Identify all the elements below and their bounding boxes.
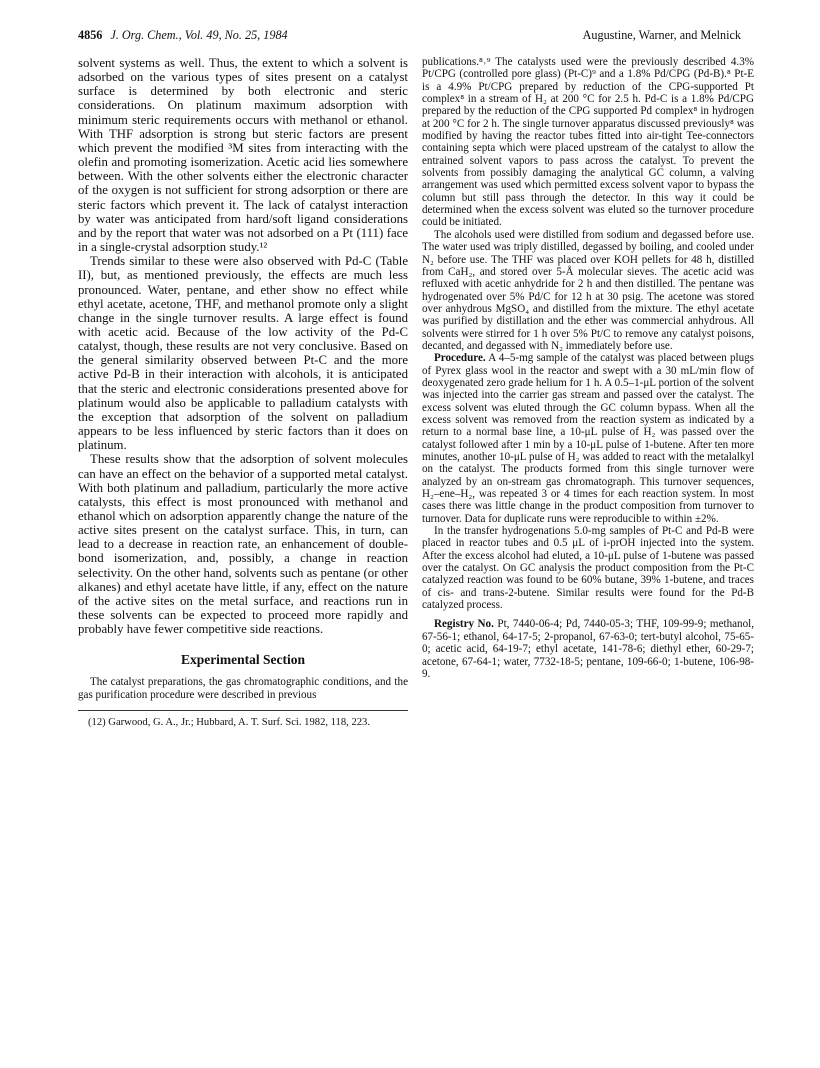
running-authors: Augustine, Warner, and Melnick <box>582 28 741 42</box>
run-in-heading: Procedure. <box>434 352 486 365</box>
page-number: 4856 <box>78 28 103 42</box>
right-column <box>422 56 754 680</box>
footnote: (12) Garwood, G. A., Jr.; Hubbard, A. T. Surf. Sci. 1982, 118, 223. <box>88 717 370 729</box>
body-paragraph: These results show that the adsorption of solvent molecules can have an effect on the behavior of a supported metal catalyst. With both platinum and palladium, particularly the more active catalysts, this effect is most pronounced with methanol and ethanol which on adsorption apparently change the nature of the active sites present on the catalyst surface. This, in turn, can lead to a decrease in reaction rate, an enhancement of double-bond isomerization, and, possibly, a change in reaction selectivity. On the other hand, solvents such as pentane (or other alkanes) and ethyl acetate have little, if any, effect on the nature of the active sites on the metal surface, and reactions run in these solvents can be expected to proceed more rapidly and probably have fewer competitive side reactions. <box>78 452 408 637</box>
paragraph-text: A 4–5-mg sample of the catalyst was placed between plugs of Pyrex glass wool in the reactor and swept with a 30 mL/min flow of deoxygenated zero grade helium for 1 h. A 0.5–1-μL portion of the solvent was injected into the carrier gas stream and passed over the catalyst. The excess solvent was eluted through the GC column bypass. When all the excess solvent was removed from the reaction system as indicated by a return to a normal base line, a 10-μL pulse of H₂ was passed over the catalyst followed after 1 min by a 10-μL pulse of 1-butene. After ten more minutes, another 10-μL pulse of H₂ was added to react with the metalalkyl on the catalyst. The products formed from this single turnover were analyzed by an on-stream gas chromatograph. This turnover sequences, H₂–ene–H₂, was repeated 3 or 4 times for each reaction system. In most cases there was little change in the product composition from turnover to turnover. Data for duplicate runs were reproducible to within ±2%. <box>422 352 754 525</box>
procedure-paragraph <box>422 352 754 525</box>
run-in-heading: Registry No. <box>434 618 494 631</box>
paragraph-text: Pt, 7440-06-4; Pd, 7440-05-3; THF, 109-99-9; methanol, 67-56-1; ethanol, 64-17-5; 2-propanol, 67-63-0; tert-butyl alcohol, 75-65-0; acetic acid, 64-19-7; ethyl acetate, 141-78-6; diethyl ether, 60-29-7; acetone, 67-64-1; water, 7732-18-5; pentane, 109-66-0; 1-butene, 106-98-9. <box>422 618 754 680</box>
running-header <box>78 28 741 42</box>
registry-paragraph <box>422 618 754 680</box>
body-paragraph: publications.⁸˒⁹ The catalysts used were the previously described 4.3% Pt/CPG (controlled pore glass) (Pt-C)⁹ and a 1.8% Pd/CPG (Pd-B).⁸ Pt-E is a 4.9% Pt/CPG prepared by reduction of the CPG-supported Pt complex⁸ in a stream of H₂ at 200 °C for 2.5 h. Pd-C is a 1.8% Pd/CPG prepared by the reduction of the CPG supported Pd complex⁸ in hydrogen at 200 °C for 2 h. The single turnover apparatus discussed previously⁸ was modified by having the reactor tubes fitted into air-tight Tee-connectors containing septa which were placed upstream of the catalyst to allow the entrained solvent vapors to pass across the catalyst. To prevent the solvents from possibly damaging the analytical GC column, a valving arrangement was used which permitted excess solvent vapor to bypass the column but still pass through the detector. In this way it could be determined when the excess solvent was eluted so the turnover procedure could be initiated. <box>422 56 754 229</box>
body-paragraph: The alcohols used were distilled from sodium and degassed before use. The water used was triply distilled, degassed by boiling, and cooled under N₂ before use. The THF was placed over KOH pellets for 48 h, distilled from CaH₂, and stored over 5-Å molecular sieves. The acetic acid was refluxed with acetic anhydride for 2 h and then distilled. The pentane was hydrogenated over 5% Pd/C for 12 h at 30 psig. The acetone was stored over anhydrous MgSO₄ and distilled from the mixture. The ethyl acetate was purified by distillation and the ether was commercial anhydrous. All solvents were stirred for 1 h over 5% Pt/C to remove any catalyst poisons, decanted, and degassed with N₂ immediately before use. <box>422 228 754 352</box>
section-heading: Experimental Section <box>180 652 306 668</box>
footnote-divider <box>78 710 408 711</box>
body-paragraph: Trends similar to these were also observed with Pd-C (Table II), but, as mentioned previously, the effects are much less pronounced. Water, pentane, and ether show no effect while ethyl acetate, acetone, THF, and methanol promote only a slight change in the single turnover results. A large effect is found with acetic acid. Because of the low activity of the Pd-C catalyst, though, these results are not very conclusive. Based on the general similarity observed between Pt-C and the more active Pd-B in their interaction with alcohols, it is anticipated that the steric and electronic considerations presented above for platinum would also be applicable to palladium catalysts with the exception that adsorption of the solvent on palladium appears to be less influenced by steric factors than it does on platinum. <box>78 254 408 453</box>
body-paragraph: In the transfer hydrogenations 5.0-mg samples of Pt-C and Pd-B were placed in reactor tubes and 0.5 μL of i-prOH injected into the system. After the excess alcohol had eluted, a 10-μL pulse of 1-butene was passed over the catalyst. On GC analysis the product composition from the Pt-C catalyzed reaction was found to be 60% butane, 39% 1-butene, and traces of cis- and trans-2-butene. Similar results were found for the Pd-B catalyzed process. <box>422 525 754 612</box>
journal-citation: J. Org. Chem., Vol. 49, No. 25, 1984 <box>110 28 288 42</box>
body-paragraph: The catalyst preparations, the gas chromatographic conditions, and the gas purification procedure were described in previous <box>78 676 408 701</box>
left-column <box>78 56 408 729</box>
body-paragraph: solvent systems as well. Thus, the extent to which a solvent is adsorbed on the various types of sites present on a catalyst surface is determined by both electronic and steric considerations. On platinum maximum adsorption with minimum steric requirements occurs with methanol or ethanol. With THF adsorption is strong but steric factors are present which prevent the modified ³M sites from interacting with the olefin and promoting isomerization. Acetic acid lies somewhere between. With the other solvents either the electronic character of the oxygen is not sufficient for strong adsorption or there are steric factors which prevent it. The lack of catalyst interaction by water was anticipated from hard/soft ligand considerations and by the report that water was not adsorbed on a Pt (111) face in a single-crystal adsorption study.¹² <box>78 56 408 255</box>
